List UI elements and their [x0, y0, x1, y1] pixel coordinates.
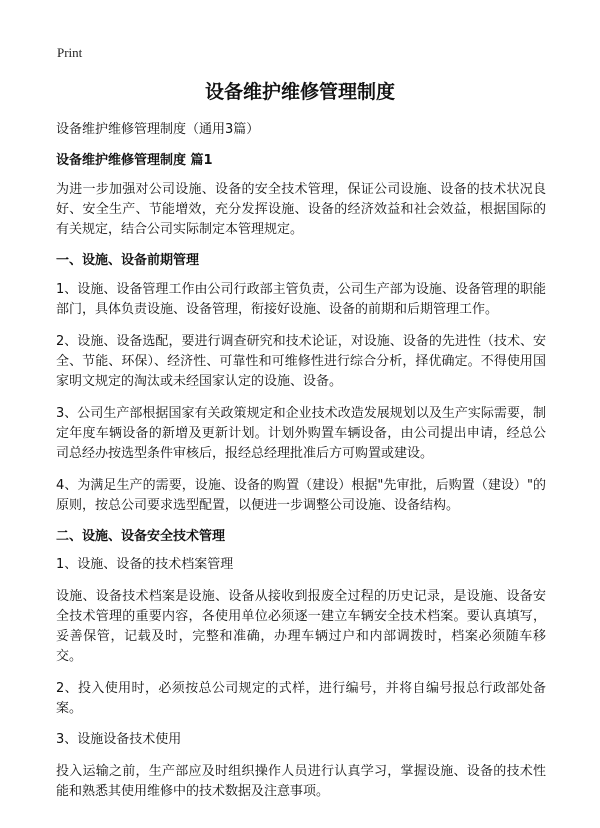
section-1-paragraph-4: 4、为满足生产的需要，设施、设备的购置（建设）根据"先审批，后购置（建设）"的原则，按总公司要求选型配置，以便进一步调整公司设施、设备结构。 — [56, 478, 546, 513]
article-heading: 设备维护维修管理制度 篇1 — [56, 153, 213, 168]
section-2-heading: 二、设施、设备安全技术管理 — [56, 529, 226, 544]
document-title: 设备维护维修管理制度 — [204, 81, 395, 103]
document-body — [56, 121, 546, 814]
section-2-paragraph-2: 2、投入使用时，必须按总公司规定的式样，进行编号，并将自编号报总行政部处备案。 — [56, 681, 546, 716]
section-2-item-3-body: 投入运输之前，生产部应及时组织操作人员进行认真学习，掌握设施、设备的技术性能和熟悉其使用维修中的技术数据及注意事项。 — [56, 764, 546, 799]
document-subtitle: 设备维护维修管理制度（通用3篇） — [56, 122, 260, 137]
section-2-item-3-heading: 3、设施设备技术使用 — [56, 732, 182, 747]
section-1-heading: 一、设施、设备前期管理 — [56, 253, 200, 268]
section-1-paragraph-1: 1、设施、设备管理工作由公司行政部主管负责，公司生产部为设施、设备管理的职能部门，具体负责设施、设备管理，衔接好设施、设备的前期和后期管理工作。 — [56, 282, 546, 317]
section-1-paragraph-3: 3、公司生产部根据国家有关政策规定和企业技术改造发展规划以及生产实际需要，制定年度车辆设备的新增及更新计划。计划外购置车辆设备，由公司提出申请，经总公司总经办按选型条件审核后，报经总经理批准后方可购置或建设。 — [56, 406, 546, 461]
print-label: Print — [57, 45, 83, 60]
intro-paragraph: 为进一步加强对公司设施、设备的安全技术管理，保证公司设施、设备的技术状况良好、安全生产、节能增效，充分发挥设施、设备的经济效益和社会效益，根据国际的有关规定，结合公司实际制定本管理规定。 — [56, 182, 546, 237]
section-2-item-1-body: 设施、设备技术档案是设施、设备从接收到报废全过程的历史记录，是设施、设备安全技术管理的重要内容，各使用单位必须逐一建立车辆安全技术档案。要认真填写，妥善保管，记载及时，完整和准确，办理车辆过户和内部调拨时，档案必须随车移交。 — [56, 589, 546, 664]
section-1-paragraph-2: 2、设施、设备选配，要进行调查研究和技术论证，对设施、设备的先进性（技术、安全、节能、环保）、经济性、可靠性和可维修性进行综合分析，择优确定。不得使用国家明文规定的淘汰或未经国家认定的设施、设备。 — [56, 334, 546, 389]
section-2-item-1-heading: 1、设施、设备的技术档案管理 — [56, 557, 234, 572]
